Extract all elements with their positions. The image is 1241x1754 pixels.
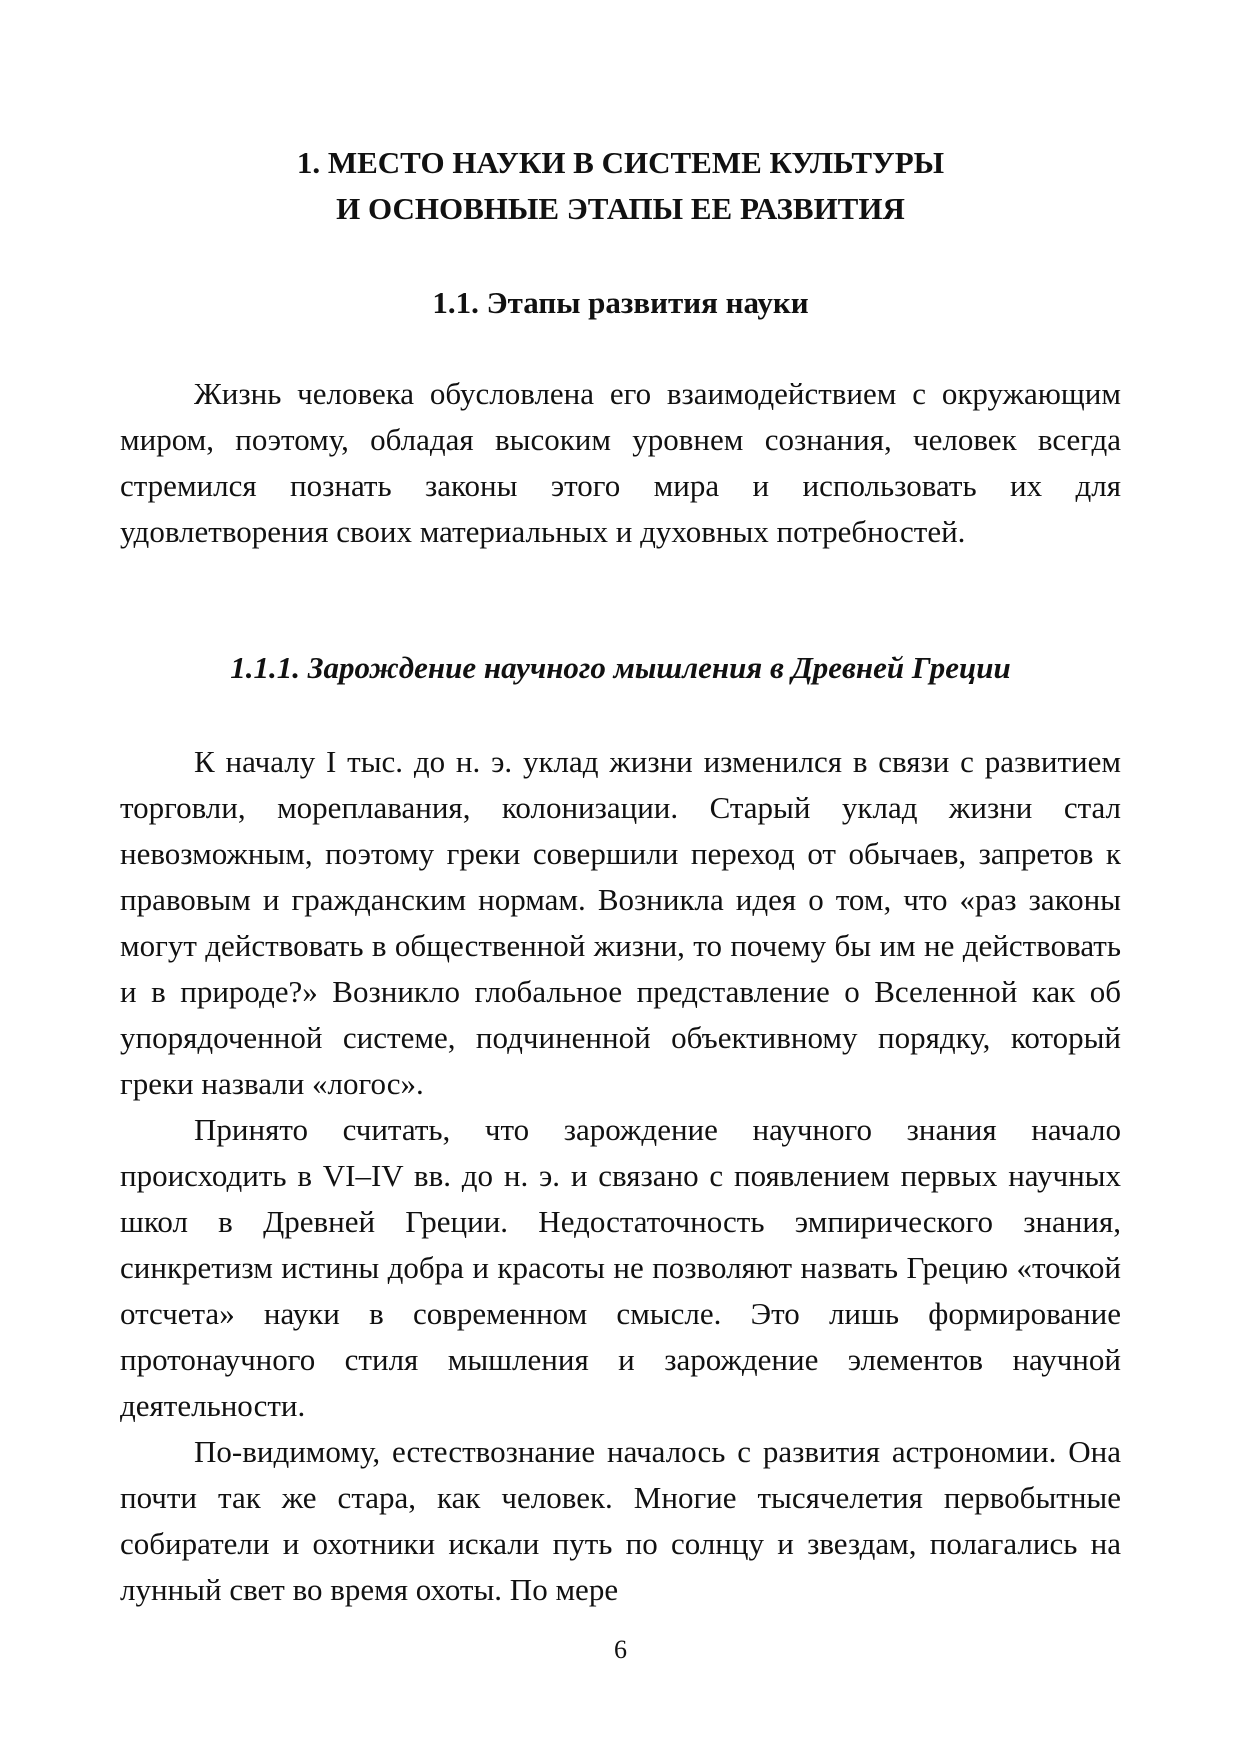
- chapter-title-line-2: И ОСНОВНЫЕ ЭТАПЫ ЕЕ РАЗВИТИЯ: [336, 191, 905, 226]
- body-paragraph-2: Принято считать, что зарождение научного знания начало происходить в VI–IV вв. до н. э. и связано с появлением первых научных школ в Древней Греции. Недостаточность эмпирического знания, синкретизм истины добра и красоты не позволяют назвать Грецию «точкой отсчета» науки в современном смысле. Это лишь формирование протонаучного стиля мышления и зарождение элементов научной деятельности.: [120, 1112, 1121, 1423]
- chapter-title: [120, 140, 1121, 232]
- body-paragraph-3: По-видимому, естествознание началось с развития астрономии. Она почти так же стара, как человек. Многие тысячелетия первобытные собиратели и охотники искали путь по солнцу и звездам, полагались на лунный свет во время охоты. По мере: [120, 1434, 1121, 1607]
- intro-paragraph: Жизнь человека обусловлена его взаимодействием с окружающим миром, поэтому, обладая высоким уровнем сознания, человек всегда стремился познать законы этого мира и использовать их для удовлетворения своих материальных и духовных потребностей.: [120, 376, 1121, 549]
- subsection-body: [120, 739, 1121, 1613]
- intro-block: [120, 371, 1121, 555]
- section-title: 1.1. Этапы развития науки: [432, 285, 809, 320]
- page-number: 6: [614, 1635, 627, 1664]
- body-paragraph-1: К началу I тыс. до н. э. уклад жизни изменился в связи с развитием торговли, мореплавания, колонизации. Старый уклад жизни стал невозможным, поэтому греки совершили переход от обычаев, запретов к правовым и гражданским нормам. Возникла идея о том, что «раз законы могут действовать в общественной жизни, то почему бы им не действовать и в природе?» Возникло глобальное представление о Вселенной как об упорядоченной системе, подчиненной объективному порядку, который греки назвали «логос».: [120, 744, 1121, 1101]
- subsection-title: 1.1.1. Зарождение научного мышления в Древней Греции: [230, 650, 1011, 685]
- chapter-title-line-1: 1. МЕСТО НАУКИ В СИСТЕМЕ КУЛЬТУРЫ: [296, 145, 945, 180]
